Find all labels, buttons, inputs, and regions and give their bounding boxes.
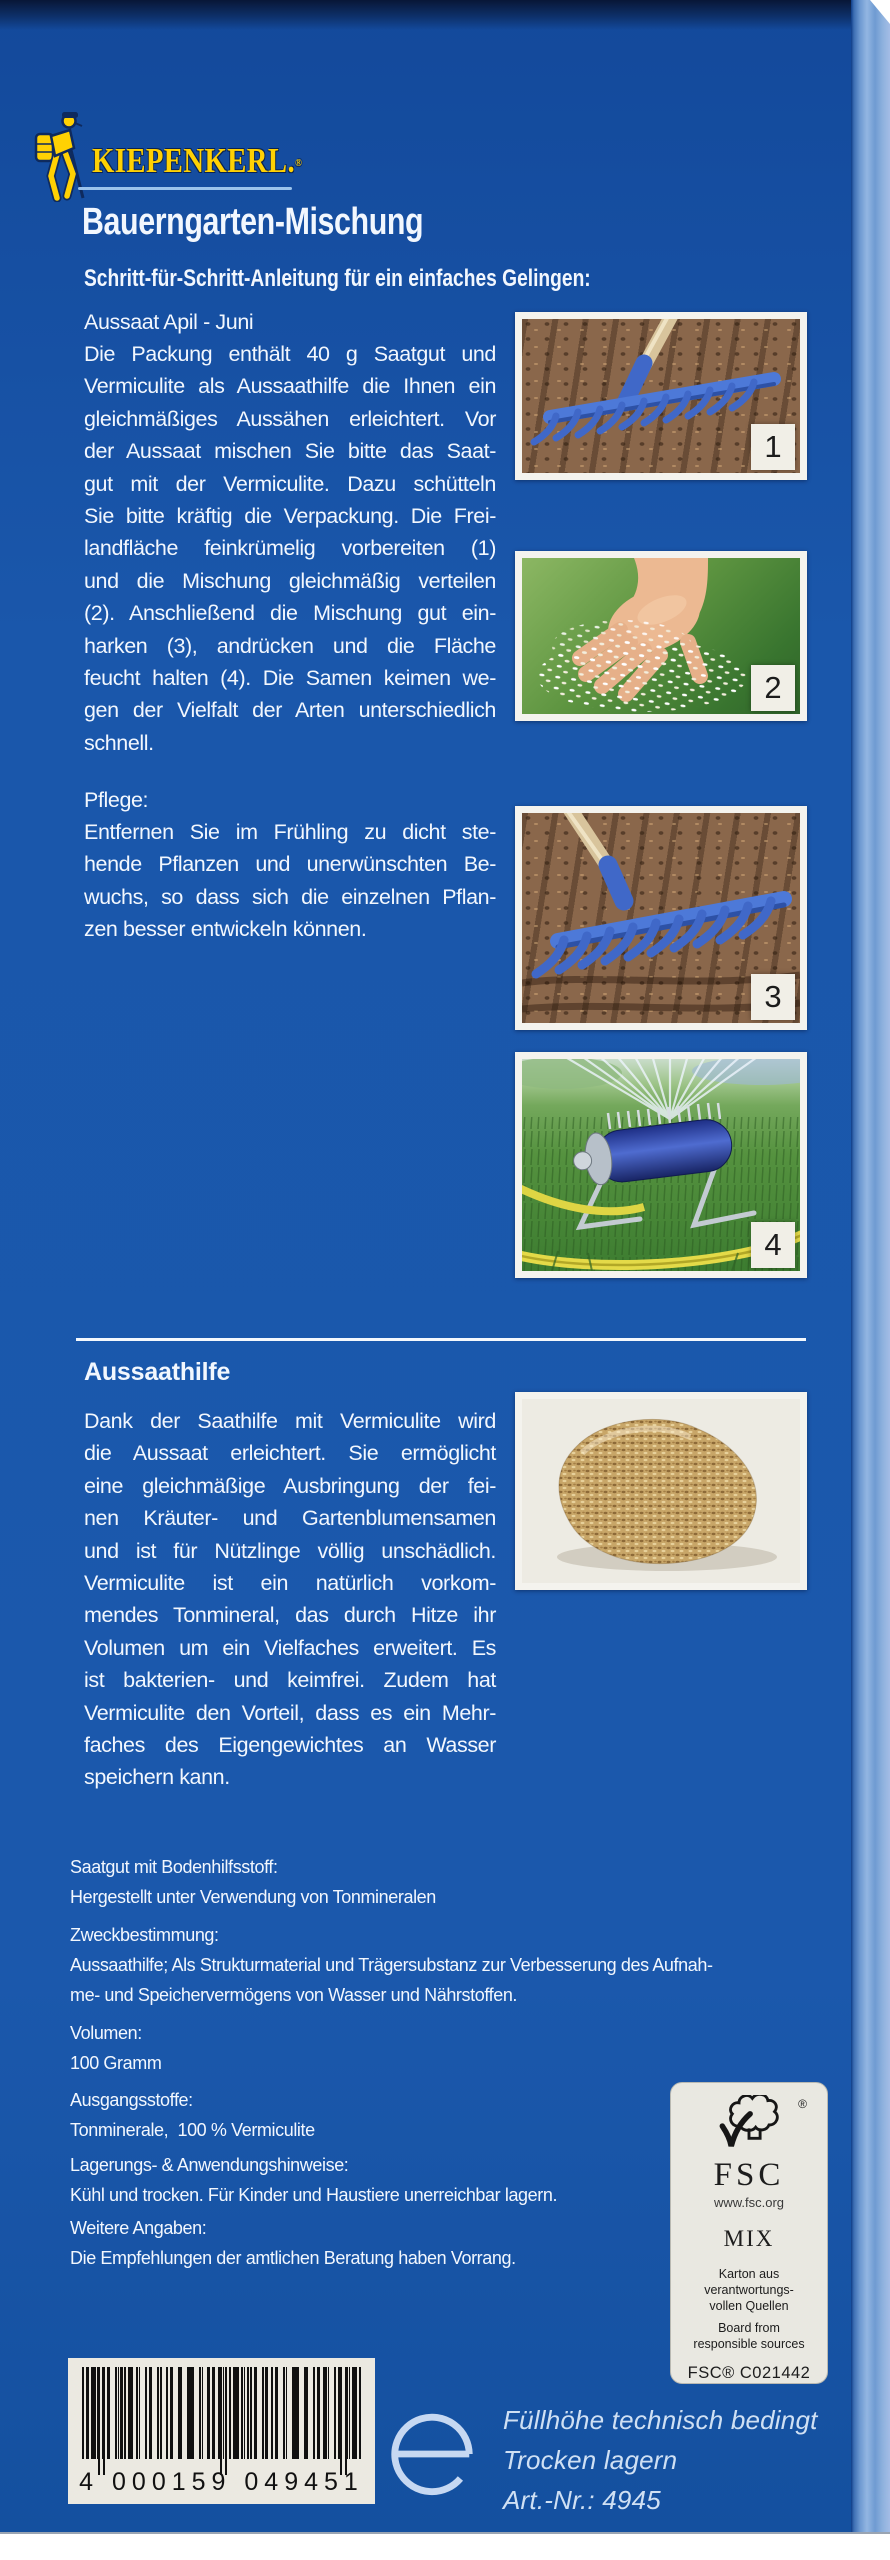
footer-notes: Füllhöhe technisch bedingt Trocken lagern Art.-Nr.: 4945	[503, 2405, 818, 2515]
barcode-guard	[98, 2367, 100, 2475]
step-number-badge: 2	[751, 665, 795, 711]
instructions-paragraph: Die Packung enthält 40 g Saatgut und Vermiculite als Aussaathilfe die Ihnen ein gleichmäßiges Aussähen erleichtert. Vor der Aussaat mischen Sie bitte das Saat- gut mit der Vermiculite. Dazu schütteln Sie bitte kräftig die Verpackung. Die Frei- landfläche feinkrümelig vorbereiten (1) und die Mischung gleichmäßig verteilen (2). Anschließend die Mischung gut ein- harken (3), andrücken und die Fläche feucht halten (4). Die Samen keimen we- gen der Vielfalt der Arten unterschiedlich schnell.	[84, 342, 496, 755]
vermiculite-illustration	[522, 1399, 800, 1583]
registered-mark: ®	[295, 157, 302, 169]
photo-raking-in-mixture	[515, 806, 807, 1030]
fsc-url: www.fsc.org	[713, 2195, 785, 2210]
section-divider	[76, 1338, 806, 1341]
detail-section-ingredients: Ausgangsstoffe: Tonminerale, 100 % Vermiculite	[70, 2090, 315, 2140]
package-side-flap	[851, 0, 890, 2532]
estimated-sign-icon	[383, 2404, 481, 2504]
photo-rake-preparing-soil	[515, 312, 807, 480]
brand-logo-text: KIEPENKERL.®	[92, 141, 302, 180]
logo-underline	[78, 187, 292, 190]
barcode-guard	[103, 2367, 105, 2475]
photo-vermiculite-pile	[515, 1392, 807, 1590]
product-title: Bauerngarten-Mischung	[82, 201, 424, 243]
fsc-certification-label	[670, 2082, 828, 2384]
step-number-badge: 1	[751, 424, 795, 470]
seed-aid-heading: Aussaathilfe	[84, 1358, 231, 1386]
fsc-registered-mark: ®	[798, 2097, 807, 2111]
barcode-guard	[225, 2367, 227, 2475]
care-heading: Pflege:	[84, 788, 149, 812]
fsc-tree-check-icon	[701, 2095, 797, 2155]
photo-hand-sowing-seeds	[515, 551, 807, 721]
detail-section-purpose: Zweckbestimmung: Aussaathilfe; Als Strukturmaterial und Trägersubstanz zur Verbesserung des Aufnah- me- und Speichervermögens von Wasser und Nährstoffen.	[70, 1925, 713, 2005]
instructions-heading: Schritt-für-Schritt-Anleitung für ein einfaches Gelingen:	[84, 265, 591, 292]
ean-barcode	[68, 2358, 375, 2504]
care-paragraph: Entfernen Sie im Frühling zu dicht ste- hende Pflanzen und unerwünschten Be- wuchs, so dass sich die einzelnen Pflan- zen besser entwickeln können.	[84, 820, 496, 942]
step-number-badge: 3	[751, 974, 795, 1020]
photo-lawn-sprinkler	[515, 1052, 807, 1278]
detail-section-volume: Volumen: 100 Gramm	[70, 2023, 162, 2073]
barcode-guard	[345, 2367, 347, 2475]
package-top-edge	[0, 0, 890, 30]
fsc-claim-english: Board from responsible sources	[693, 2321, 805, 2351]
seed-aid-paragraph: Dank der Saathilfe mit Vermiculite wird die Aussaat erleichtert. Sie ermöglicht eine gleichmäßige Ausbringung der fei- nen Kräuter- und Gartenblumensamen und ist für Nützlinge völlig unschädlich. Vermiculite ist ein natürlich vorkom- mendes Tonmineral, das durch Hitze ihr Volumen um ein Vielfaches erweitert. Es ist bakterien- und keimfrei. Zudem hat Vermiculite den Vorteil, dass es ein Mehr- faches des Eigengewichtes an Wasser speichern kann.	[84, 1409, 496, 1790]
sowing-period: Aussaat Apil - Juni	[84, 310, 254, 334]
detail-section-soil-aid: Saatgut mit Bodenhilfsstoff: Hergestellt unter Verwendung von Tonmineralen	[70, 1857, 436, 1907]
barcode-digits: 4 000159 049451	[79, 2468, 364, 2496]
barcode-guard	[340, 2367, 342, 2475]
barcode-guard	[220, 2367, 222, 2475]
detail-section-other: Weitere Angaben: Die Empfehlungen der amtlichen Beratung haben Vorrang.	[70, 2218, 516, 2268]
fsc-claim-german: Karton aus verantwortungs- vollen Quellen	[704, 2267, 794, 2313]
detail-section-storage: Lagerungs- & Anwendungshinweise: Kühl und trocken. Für Kinder und Haustiere unerreichbar lagern.	[70, 2155, 558, 2205]
fsc-license-code: FSC® C021442	[687, 2364, 811, 2382]
fsc-grade: MIX	[723, 2226, 775, 2251]
step-number-badge: 4	[751, 1222, 795, 1268]
fsc-wordmark: FSC	[713, 2157, 785, 2193]
